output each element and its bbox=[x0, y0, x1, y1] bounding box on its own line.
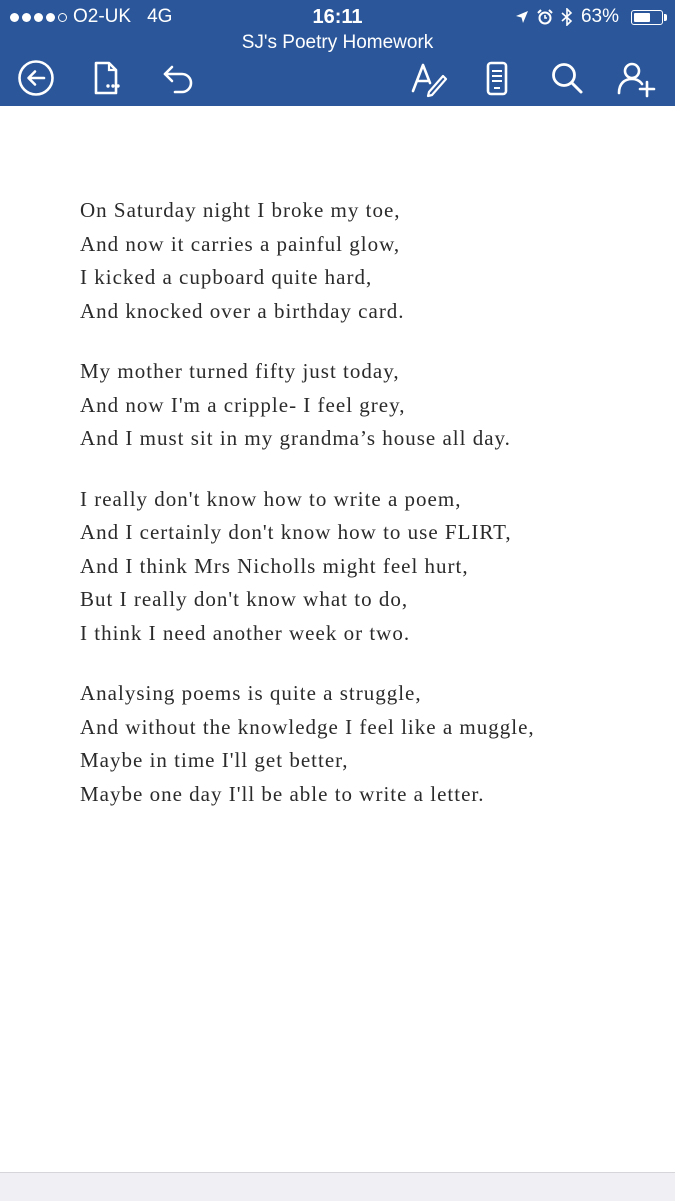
format-button[interactable] bbox=[406, 56, 450, 100]
stanza bbox=[80, 194, 640, 328]
status-bar bbox=[0, 0, 675, 34]
battery-level-fill bbox=[634, 13, 650, 22]
poem-line: And now it carries a painful glow, bbox=[80, 231, 401, 256]
poem-line: And I must sit in my grandma’s house all day. bbox=[80, 426, 511, 450]
poem-line: Maybe one day I'll be able to write a letter. bbox=[80, 781, 485, 806]
stanza bbox=[80, 483, 640, 651]
search-button[interactable] bbox=[545, 56, 589, 100]
poem-line: And now I'm a cripple- I feel grey, bbox=[80, 392, 406, 417]
search-icon bbox=[547, 58, 587, 98]
file-button[interactable] bbox=[84, 56, 128, 100]
undo-icon bbox=[158, 58, 198, 98]
share-button[interactable] bbox=[614, 56, 658, 100]
poem-line: Analysing poems is quite a struggle, bbox=[80, 681, 422, 705]
poem-line: I think I need another week or two. bbox=[80, 620, 411, 645]
back-button[interactable] bbox=[14, 56, 58, 100]
back-icon bbox=[16, 58, 56, 98]
undo-button[interactable] bbox=[156, 56, 200, 100]
document-page[interactable] bbox=[0, 106, 675, 1172]
mobile-view-icon bbox=[477, 58, 517, 98]
battery-icon bbox=[631, 10, 663, 25]
share-user-icon bbox=[616, 58, 656, 98]
location-icon bbox=[515, 10, 529, 24]
edit-format-icon bbox=[408, 58, 448, 98]
battery-percent: 63% bbox=[580, 6, 619, 27]
stanza bbox=[80, 677, 640, 811]
poem-body[interactable] bbox=[80, 194, 640, 838]
app-header bbox=[0, 0, 675, 106]
mobile-view-button[interactable] bbox=[475, 56, 519, 100]
carrier-name: O2-UK bbox=[73, 6, 132, 27]
alarm-icon bbox=[537, 9, 553, 25]
stanza bbox=[80, 355, 640, 456]
file-icon bbox=[86, 58, 126, 98]
document-title: SJ's Poetry Homework bbox=[241, 32, 434, 53]
bottom-bar bbox=[0, 1172, 675, 1201]
poem-line: I kicked a cupboard quite hard, bbox=[80, 265, 373, 289]
poem-line: And I certainly don't know how to use FLIRT, bbox=[80, 520, 512, 544]
status-time: 16:11 bbox=[312, 6, 363, 28]
poem-line: On Saturday night I broke my toe, bbox=[80, 198, 401, 222]
network-type: 4G bbox=[147, 6, 173, 27]
poem-line: And I think Mrs Nicholls might feel hurt, bbox=[80, 553, 469, 578]
status-right bbox=[515, 6, 663, 28]
poem-line: My mother turned fifty just today, bbox=[80, 359, 400, 383]
poem-line: I really don't know how to write a poem, bbox=[80, 486, 462, 511]
poem-line: And knocked over a birthday card. bbox=[80, 298, 405, 323]
poem-line: And without the knowledge I feel like a muggle, bbox=[80, 714, 535, 739]
bluetooth-icon bbox=[561, 8, 573, 26]
poem-line: Maybe in time I'll get better, bbox=[80, 748, 349, 772]
poem-line: But I really don't know what to do, bbox=[80, 587, 409, 611]
